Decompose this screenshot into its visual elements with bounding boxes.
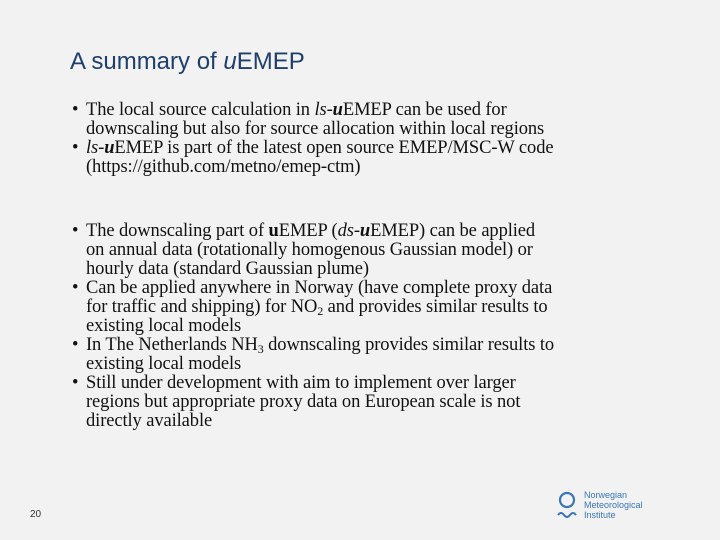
text-run: 3 bbox=[257, 342, 264, 356]
bullet-item bbox=[72, 101, 672, 139]
met-norway-logo bbox=[556, 489, 686, 523]
text-run: u bbox=[332, 100, 343, 120]
bullet-list-2 bbox=[72, 222, 672, 431]
page-number: 20 bbox=[30, 509, 42, 520]
text-run: EMEP can be used for bbox=[342, 100, 507, 120]
met-norway-logo-icon bbox=[556, 489, 580, 523]
text-run: downscaling provides similar results to bbox=[263, 335, 555, 355]
bullet-line bbox=[86, 279, 672, 298]
bullet-line bbox=[86, 158, 672, 177]
bullet-item bbox=[72, 336, 672, 374]
bullet-item bbox=[72, 279, 672, 336]
logo-line-2: Meteorological bbox=[584, 500, 643, 510]
title-italic: u bbox=[223, 48, 237, 75]
bullet-line bbox=[86, 222, 672, 241]
title-suffix: EMEP bbox=[236, 48, 305, 75]
bullet-line bbox=[86, 374, 672, 393]
bullet-line bbox=[86, 393, 672, 412]
bullet-line bbox=[86, 355, 672, 374]
bullet-line bbox=[86, 336, 672, 355]
text-run: and provides similar results to bbox=[323, 297, 548, 317]
text-run: for traffic and shipping) for NO bbox=[86, 297, 318, 317]
text-run: 2 bbox=[317, 304, 324, 318]
text-run: ls- bbox=[86, 138, 105, 158]
text-run: ds- bbox=[337, 221, 360, 241]
text-run: existing local models bbox=[86, 316, 242, 336]
text-run: Still under development with aim to implement over larger bbox=[86, 373, 516, 393]
bullet-line bbox=[86, 120, 672, 139]
bullet-item bbox=[72, 222, 672, 279]
text-run: u bbox=[359, 221, 371, 241]
text-run: EMEP) can be applied bbox=[370, 221, 536, 241]
bullet-line bbox=[86, 317, 672, 336]
text-run: Can be applied anywhere in Norway (have complete proxy data bbox=[86, 278, 553, 298]
text-run: EMEP ( bbox=[278, 221, 338, 241]
text-run: directly available bbox=[86, 411, 213, 431]
bullet-line bbox=[86, 298, 672, 317]
bullet-line bbox=[86, 412, 672, 431]
title-prefix: A summary of bbox=[70, 48, 224, 75]
text-run: existing local models bbox=[86, 354, 242, 374]
text-run: on annual data (rotationally homogenous Gaussian model) or bbox=[86, 240, 533, 260]
logo-line-1: Norwegian bbox=[584, 490, 628, 500]
text-run: In The Netherlands NH bbox=[86, 335, 258, 355]
bullet-line bbox=[86, 139, 672, 158]
text-run: u bbox=[104, 138, 115, 158]
text-run: The local source calculation in bbox=[86, 100, 315, 120]
bullet-line bbox=[86, 260, 672, 279]
bullet-line bbox=[86, 241, 672, 260]
text-run: u bbox=[268, 221, 279, 241]
text-run: (https://github.com/metno/emep-ctm) bbox=[86, 157, 361, 177]
text-run: downscaling but also for source allocation within local regions bbox=[86, 119, 545, 139]
text-run: EMEP is part of the latest open source EMEP/MSC-W code bbox=[114, 138, 554, 158]
bullet-item bbox=[72, 139, 672, 177]
logo-text bbox=[584, 490, 684, 520]
logo-line-3: Institute bbox=[584, 510, 616, 520]
slide-title bbox=[70, 48, 305, 76]
bullet-item bbox=[72, 374, 672, 431]
text-run: hourly data (standard Gaussian plume) bbox=[86, 259, 369, 279]
text-run: regions but appropriate proxy data on European scale is not bbox=[86, 392, 521, 412]
bullet-line bbox=[86, 101, 672, 120]
bullet-list-1 bbox=[72, 101, 672, 177]
text-run: The downscaling part of bbox=[86, 221, 269, 241]
text-run: ls- bbox=[314, 100, 333, 120]
